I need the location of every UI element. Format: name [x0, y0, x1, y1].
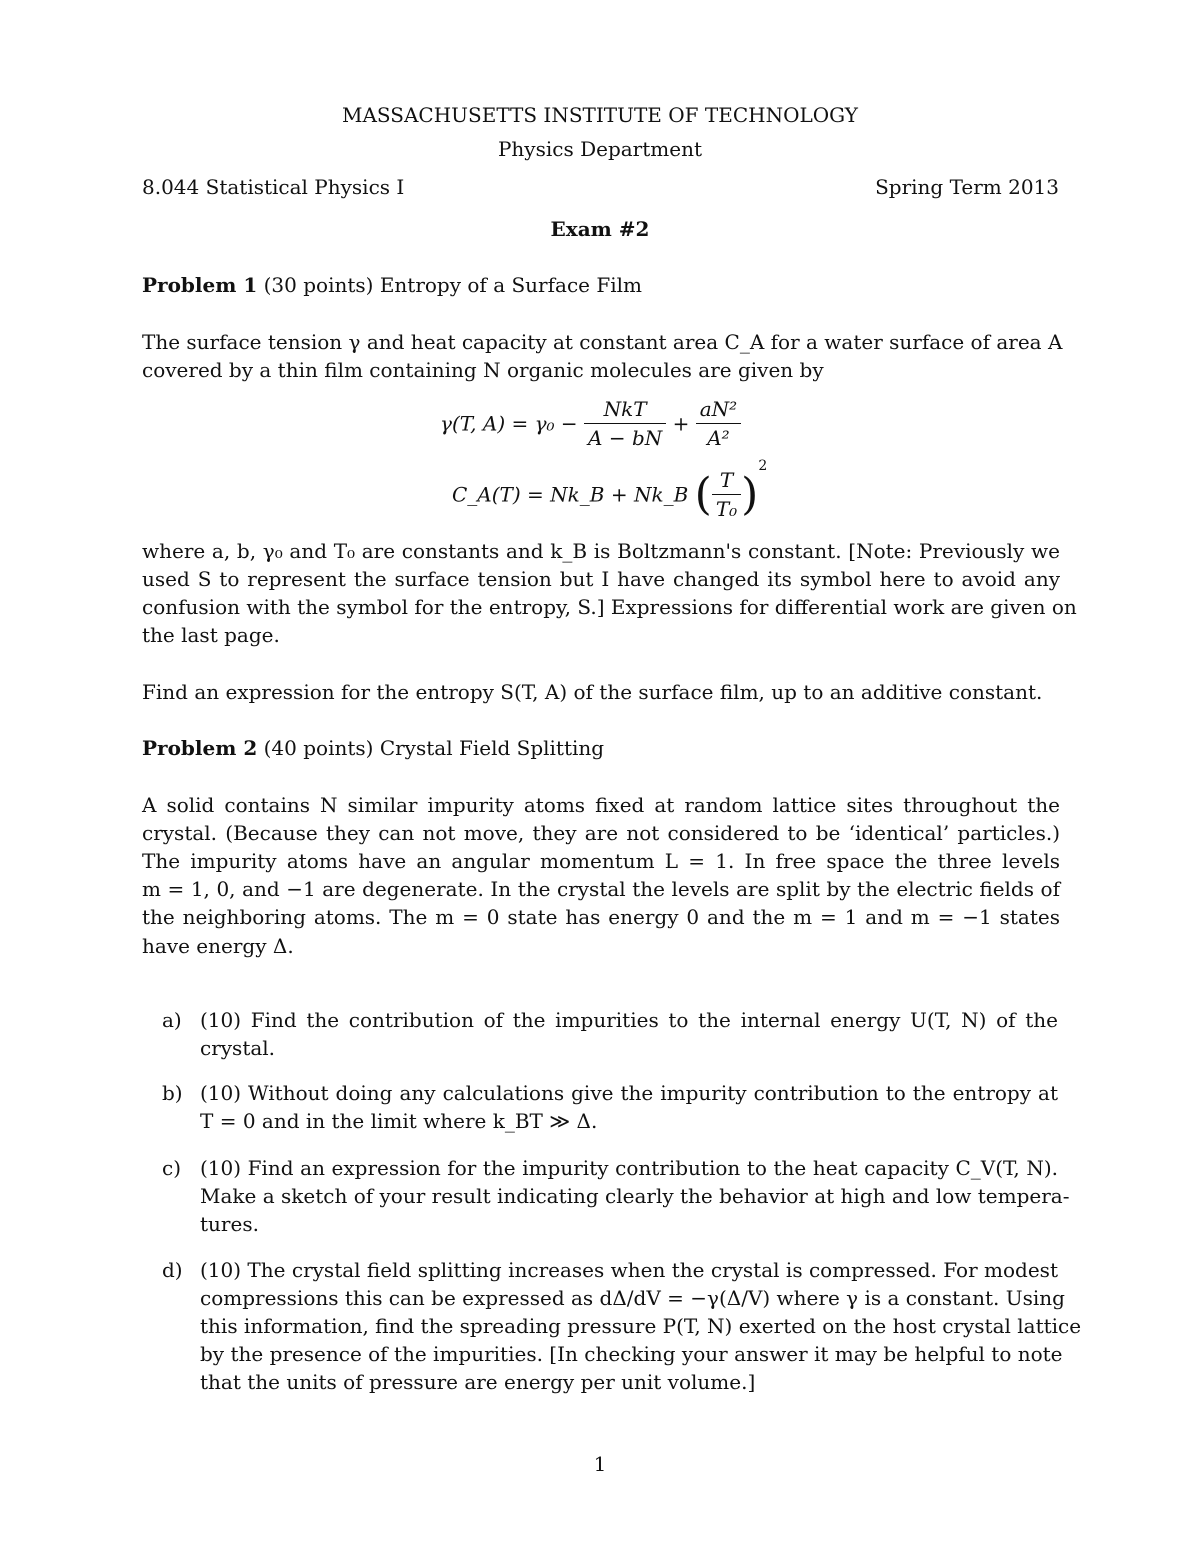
page-number: 1	[593, 1452, 607, 1476]
eq2-right-paren: )	[741, 469, 759, 520]
problem2-label: Problem 2	[142, 736, 258, 760]
part-d-line4: by the presence of the impurities. [In checking your answer it may be helpful to note	[200, 1342, 1063, 1366]
problem1-label: Problem 1	[142, 273, 258, 297]
part-a-line1: (10) Find the contribution of the impurities to the internal energy U(T, N) of the	[200, 1008, 1058, 1032]
problem1-note-line1: where a, b, γ₀ and T₀ are constants and k_B is Boltzmann's constant. [Note: Previously we	[142, 539, 1060, 563]
course-name: 8.044 Statistical Physics I	[142, 175, 405, 199]
problem1-task: Find an expression for the entropy S(T, A) of the surface film, up to an additive constant.	[142, 680, 1043, 704]
problem2-intro-line1: A solid contains N similar impurity atoms fixed at random lattice sites throughout the	[142, 793, 1060, 817]
institution-title: MASSACHUSETTS INSTITUTE OF TECHNOLOGY	[342, 103, 858, 127]
eq1-plus: +	[672, 411, 690, 436]
part-d-line2: compressions this can be expressed as dΔ/dV = −γ(Δ/V) where γ is a constant. Using	[200, 1286, 1065, 1310]
equation-heat-capacity	[452, 458, 768, 521]
problem1-intro-line1: The surface tension γ and heat capacity at constant area C_A for a water surface of area A	[142, 330, 1063, 354]
problem2-intro-line2: crystal. (Because they can not move, they are not considered to be ‘identical’ particles.)	[142, 821, 1060, 845]
part-d-line5: that the units of pressure are energy per unit volume.]	[200, 1370, 756, 1394]
part-b-line2: T = 0 and in the limit where k_BT ≫ Δ.	[200, 1109, 598, 1133]
problem1-intro-line2: covered by a thin film containing N organic molecules are given by	[142, 358, 824, 382]
eq2-fraction	[712, 468, 741, 521]
problem2-intro-line4: m = 1, 0, and −1 are degenerate. In the crystal the levels are split by the electric fields of	[142, 877, 1060, 901]
eq2-exponent: 2	[758, 458, 768, 475]
problem1-heading	[142, 271, 1060, 299]
eq1-frac1-numerator: NkT	[584, 397, 666, 424]
problem1-note-line3: confusion with the symbol for the entropy, S.] Expressions for differential work are given on	[142, 595, 1077, 619]
part-d-line3: this information, find the spreading pressure P(T, N) exerted on the host crystal lattice	[200, 1314, 1082, 1338]
exam-title: Exam #2	[550, 217, 650, 241]
part-c-line2: Make a sketch of your result indicating clearly the behavior at high and low tempera-	[200, 1184, 1070, 1208]
part-a-label: a)	[162, 1008, 182, 1032]
problem1-note-line4: the last page.	[142, 623, 280, 647]
problem2-points: (40 points) Crystal Field Splitting	[263, 736, 605, 760]
eq1-frac1-denominator: A − bN	[588, 426, 663, 450]
eq1-frac2-numerator: aN²	[696, 397, 741, 424]
part-a-line2: crystal.	[200, 1036, 276, 1060]
eq2-frac-numerator: T	[712, 468, 741, 495]
part-c-line3: tures.	[200, 1212, 259, 1236]
problem2-heading	[142, 734, 1060, 762]
eq1-fraction-1	[584, 397, 666, 450]
problem2-intro-line3: The impurity atoms have an angular momentum L = 1. In free space the three levels	[142, 849, 1060, 873]
problem2-intro-line6: have energy Δ.	[142, 934, 294, 958]
eq2-left-paren: (	[694, 469, 712, 520]
eq2-lhs: C_A(T) = Nk_B + Nk_B	[452, 482, 689, 507]
part-c-line1: (10) Find an expression for the impurity contribution to the heat capacity C_V(T, N).	[200, 1156, 1058, 1180]
part-b-line1: (10) Without doing any calculations give the impurity contribution to the entropy at	[200, 1081, 1058, 1105]
part-d-label: d)	[162, 1258, 183, 1282]
eq2-frac-denominator: T₀	[715, 497, 738, 521]
part-b-label: b)	[162, 1081, 183, 1105]
part-d-line1: (10) The crystal field splitting increases when the crystal is compressed. For modest	[200, 1258, 1058, 1282]
eq1-lhs: γ(T, A) = γ₀ −	[440, 411, 578, 436]
eq1-fraction-2	[696, 397, 741, 450]
department-name: Physics Department	[497, 137, 703, 161]
equation-surface-tension	[440, 397, 741, 450]
part-c-label: c)	[162, 1156, 182, 1180]
problem1-note-line2: used S to represent the surface tension but I have changed its symbol here to avoid any	[142, 567, 1060, 591]
eq1-frac2-denominator: A²	[707, 426, 730, 450]
problem1-points: (30 points) Entropy of a Surface Film	[263, 273, 642, 297]
problem2-intro-line5: the neighboring atoms. The m = 0 state has energy 0 and the m = 1 and m = −1 states	[142, 905, 1060, 929]
term-label: Spring Term 2013	[875, 175, 1059, 199]
